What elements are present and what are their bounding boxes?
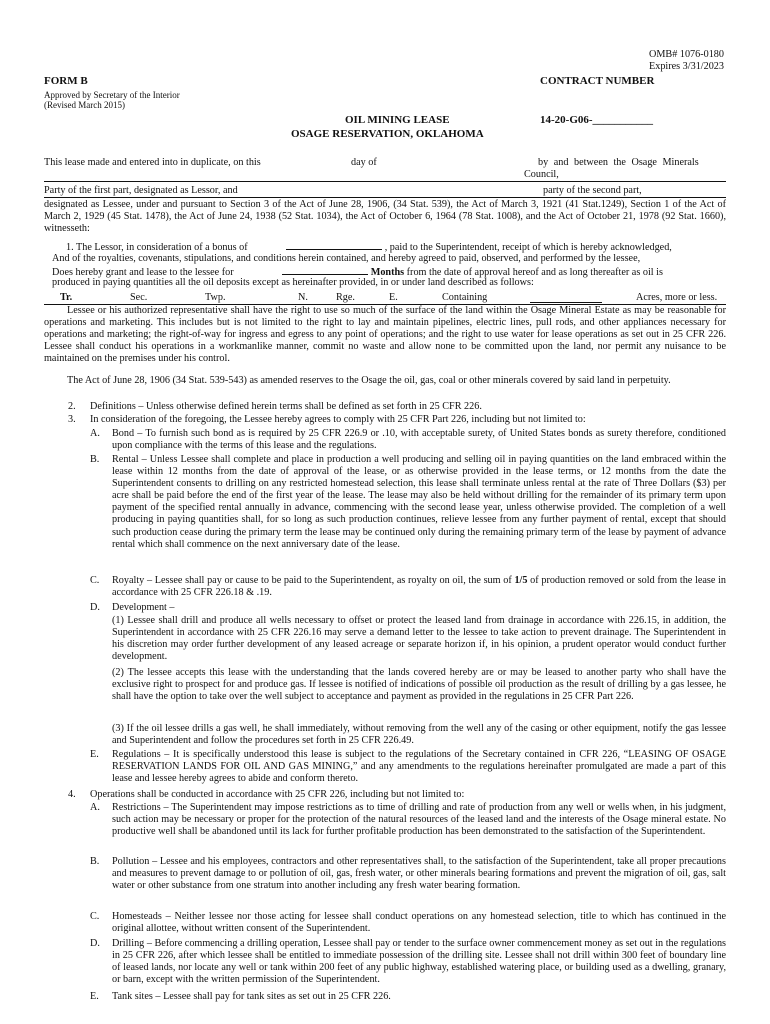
section-3-text: In consideration of the foregoing, the Lessee hereby agrees to comply with 25 CFR Part 226, including but not limited to: [90,414,586,425]
section-4-text: Operations shall be conducted in accordance with 25 CFR 226, including but not limited to: [90,789,465,800]
party-second-text: party of the second part, [543,185,642,196]
grant-pre: Does hereby grant and lease to the lessee for [52,267,234,278]
s3-regulations-paragraph: Regulations – It is specifically understood this lease is subject to the regulations of the Secretary contained in CFR 226, “LEASING OF OSAGE RESERVATION LANDS FOR OIL AND GAS MINING,” and any amendments to the regulations hereinafter promulgated are made a part of this lease and lessee hereby agrees to abide and conform thereto. [112,749,726,785]
bonus-post: , paid to the Superintendent, receipt of which is hereby acknowledged, [384,242,672,253]
s4-e-letter: E. [90,991,99,1002]
s3-development-2: (2) The lessee accepts this lease with the understanding that the lands covered hereby are or may be leased to another party who shall have the exclusive right to prospect for and produce gas. If lessee is notified of indications of possible oil production as the result of drilling by a gas lessee, he shall have the option to take over the well subject to acceptance and payment as provided in the regulations in 25 CFR Part 226. [112,667,726,703]
s3-bond-paragraph: Bond – To furnish such bond as is required by 25 CFR 226.9 or .10, with acceptable surety, of United States bonds as surety therefore, conditioned upon compliance with the terms of this lease and the regulations. [112,428,726,452]
s3-e-letter: E. [90,749,99,760]
party-first-text: Party of the first part, designated as Lessor, and [44,185,238,196]
lease-made-text: This lease made and entered into in duplicate, on this [44,157,261,168]
reserves-paragraph: The Act of June 28, 1906 (34 Stat. 539-543) as amended reserves to the Osage the oil, gas, coal or other minerals covered by said land in perpetuity. [67,375,671,386]
containing-label: Containing [442,292,488,303]
contract-number-label: CONTRACT NUMBER [540,75,655,87]
royalty-pre: Royalty – Lessee shall pay or cause to be paid to the Superintendent, as royalty on oil, the sum of [112,575,512,586]
s3-royalty-paragraph [112,575,726,599]
s4-c-letter: C. [90,911,100,922]
designation-paragraph: designated as Lessee, under and pursuant to Section 3 of the Act of June 28, 1906, (34 Stat. 539), the Act of March 3, 1921 (41 Stat.1249), Section 1 of the Act of March 2, 1929 (45 Stat. 1478), the Act of June 24, 1938 (52 Stat. 1034), the Act of October 6, 1964 (78 Stat. 1008), and the Act of October 21, 1978 (92 Stat. 1660), witnesseth: [44,199,726,235]
council-text: Council, [524,169,559,180]
page-subtitle: OSAGE RESERVATION, OKLAHOMA [291,128,484,140]
bonus-pre: 1. The Lessor, in consideration of a bonus of [66,242,248,253]
produced-text: produced in paying quantities all the oil deposits except as hereinafter provided, in or under land described as follows: [52,277,534,288]
form-label: FORM B [44,75,88,87]
rge-label: Rge. [336,292,355,303]
page-title: OIL MINING LEASE [345,114,450,126]
s3-development-1: (1) Lessee shall drill and produce all wells necessary to offset or protect the leased land from drainage in accordance with 226.15, in addition, the Superintendent in accordance with 25 CFR 226.16 may serve a demand letter to the lessee to take action to prevent drainage. The Superintendent in his discretion may order further development of any leased acreage or separate horizon if, in his opinion, a prudent operator would conduct further development. [112,615,726,663]
s3-rental-paragraph: Rental – Unless Lessee shall complete and place in production a well producing and selling oil in paying quantities on the land embraced within the lease within 12 months from the date of approval of the lease, or as otherwise provided in the lease terms, or 12 months from the date the Superintendent consents to drilling on any restricted homestead selection, this lease shall terminate unless rental at the rate of Three Dollars ($3) per acre shall be paid before the end of the first year of the lease. The lease may also be held without drilling for the remainder of its primary term upon payment of the specified rental annually in advance, commencing with the second lease year, unless otherwise provided. The completion of a well producing in paying quantities shall, for so long as such production continues, relieve lessee from any further payment of rental, except that should such production cease during the primary term the lease may be continued only during the remaining primary term of the lease by payment of advance rental which shall commence on the next anniversary date of the lease. [112,454,726,550]
s3-c-letter: C. [90,575,100,586]
tr-label: Tr. [60,292,73,303]
contract-number-value[interactable]: 14-20-G06-___________ [540,114,654,126]
surface-rights-paragraph: Lessee or his authorized representative shall have the right to use so much of the surface of the land within the Osage Mineral Estate as may be reasonable for operations and marketing. This includes but is not limited to the right to lay and maintain pipelines, electric lines, pull rods, and other appliances necessary for operations and marketing; the right-of-way for ingress and egress to any point of operations; and the right to use water for lease operations as set out in 25 CFR 226. Lessee shall conduct his operations in a workmanlike manner, commit no waste and allow none to be committed upon the land, nor permit any nuisance to be maintained on the premises under his control. [44,305,726,365]
revised-date: (Revised March 2015) [44,100,125,110]
s4-tank-sites-text: Tank sites – Lessee shall pay for tank sites as set out in 25 CFR 226. [112,991,391,1002]
s4-homesteads-paragraph: Homesteads – Neither lessee nor those acting for lessee shall conduct operations on any homestead selection, title to which has continued in the original allottee, without written consent of the Superintendent. [112,911,726,935]
royalty-post: of production removed or sold from the lease in accordance with 25 CFR 226.18 & .19. [112,575,726,599]
months-label: Months [370,267,405,278]
s3-development-heading: Development – [112,602,175,613]
grant-post: from the date of approval hereof and as long thereafter as oil is [406,267,663,278]
s4-pollution-paragraph: Pollution – Lessee and his employees, contractors and other representatives shall, to the satisfaction of the Superintendent, take all proper precautions and measures to prevent damage to or pollution of oil, gas, fresh water, or other minerals bearing formations and prevent the migration of oil, gas, salt water or other substance from one stratum into another including any fresh water bearing formation. [112,856,726,892]
twp-label: Twp. [205,292,226,303]
s4-restrictions-paragraph: Restrictions – The Superintendent may impose restrictions as to time of drilling and rate of production from any well or wells when, in his judgment, such action may be necessary or proper for the protection of the natural resources of the leased land and the interests of the Osage mineral estate. No productive well shall be abandoned until its lack for further profitable production has been demonstrated to the satisfaction of the Superintendent. [112,802,726,838]
expires-date: Expires 3/31/2023 [649,61,724,72]
s3-development-3: (3) If the oil lessee drills a gas well, he shall immediately, without removing from the well any of the casing or other equipment, notify the gas lessee and Superintendent and follow the procedures set forth in 25 CFR 226.49. [112,723,726,747]
between-text: by and between the Osage Minerals [538,157,699,168]
day-of-label: day of [351,157,377,168]
section-4-number: 4. [68,789,76,800]
s3-b-letter: B. [90,454,100,465]
lessor-name-line[interactable] [44,197,726,198]
royalties-text: And of the royalties, covenants, stipulations, and conditions herein contained, and hereby agreed to paid, observed, and performed by the lessee, [52,253,641,264]
royalty-fraction: 1/5 [514,575,528,586]
s3-a-letter: A. [90,428,100,439]
s4-b-letter: B. [90,856,100,867]
s4-d-letter: D. [90,938,100,949]
bonus-text [66,240,672,254]
lessee-name-line[interactable] [44,181,726,182]
section-2-number: 2. [68,401,76,412]
section-2-text: Definitions – Unless otherwise defined herein terms shall be defined as set forth in 25 CFR 226. [90,401,482,412]
approved-by: Approved by Secretary of the Interior [44,90,180,100]
e-label: E. [389,292,398,303]
acres-label: Acres, more or less. [636,292,718,303]
s3-d-letter: D. [90,602,100,613]
n-label: N. [298,292,308,303]
section-3-number: 3. [68,414,76,425]
months-field[interactable] [282,265,368,275]
s4-drilling-paragraph: Drilling – Before commencing a drilling operation, Lessee shall pay or tender to the surface owner commencement money as set out in the regulations in 25 CFR 226, after which lessee shall be entitled to immediate possession of the drilling site. Lessee shall not drill within 300 feet of boundary line of leased lands, nor locate any well or tank within 200 feet of any public highway, established watering place, or building used as a dwelling, granary, or barn, except with the written permission of the Superintendent. [112,938,726,986]
sec-label: Sec. [130,292,148,303]
bonus-amount-field[interactable] [286,240,382,250]
s4-a-letter: A. [90,802,100,813]
omb-number: OMB# 1076-0180 [649,49,724,60]
acres-field[interactable] [530,302,602,303]
